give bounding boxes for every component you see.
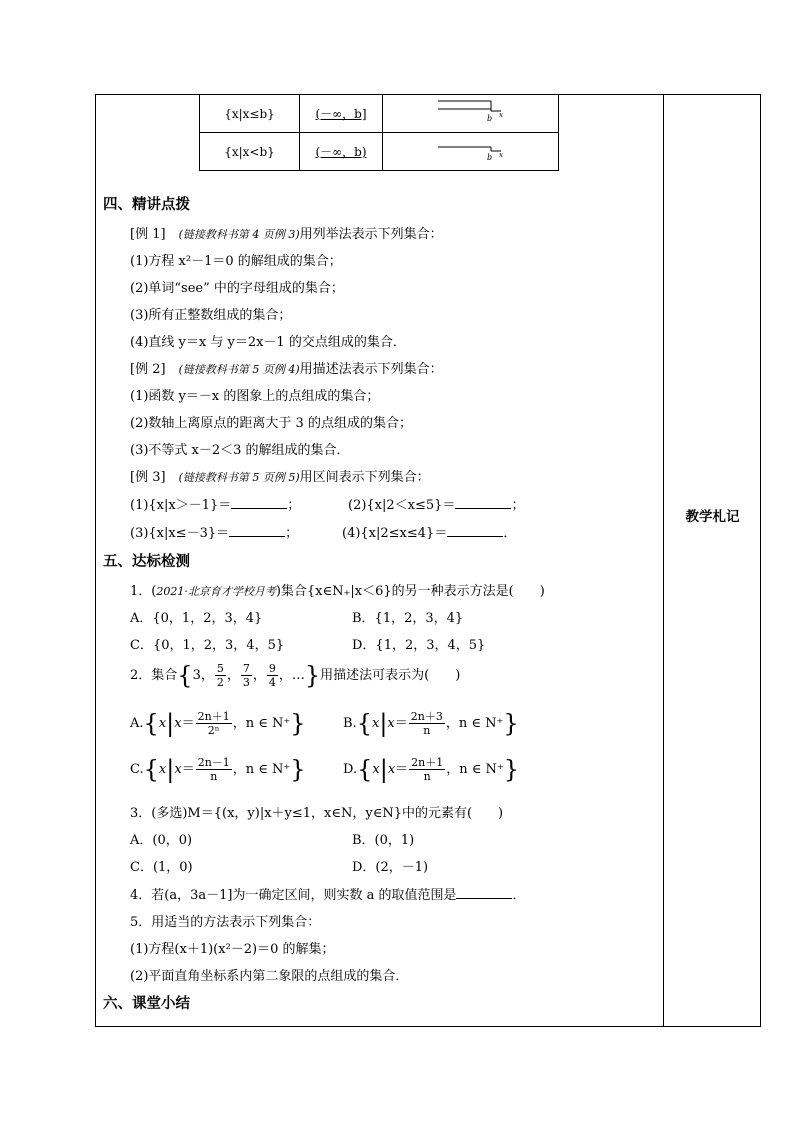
list-item: (1)函数 y＝－x 的图象上的点组成的集合；	[130, 389, 380, 404]
question-1: 1．(2021·北京育才学校月考)集合{x∈N₊|x＜6}的另一种表示方法是( )	[130, 584, 545, 599]
svg-text:b: b	[487, 153, 493, 162]
question-5: 5．用适当的方法表示下列集合：	[130, 915, 321, 930]
list-item: (3)所有正整数组成的集合；	[130, 308, 292, 323]
option: B.{x|x＝ $\frac{2n+3}{n}$ ，n ∈ N⁺}	[343, 709, 519, 738]
table-row	[200, 95, 559, 133]
option: C.{x|x＝ $\frac{2n-1}{n}$ ，n ∈ N⁺}	[130, 755, 306, 784]
list-item: (1)方程 x²－1＝0 的解组成的集合；	[130, 254, 342, 269]
option: D.{x|x＝ $\frac{2n+1}{n}$ ，n ∈ N⁺}	[343, 755, 520, 784]
number-line-diagram	[383, 95, 558, 129]
question-3: 3．(多选)M＝{(x，y)|x＋y≤1，x∈N，y∈N}中的元素有( )	[130, 806, 504, 821]
list-item: (3){x|x≤－3}＝ ；	[130, 526, 299, 541]
svg-text:x: x	[499, 151, 503, 159]
svg-text:x: x	[499, 111, 503, 119]
option: B．{1，2，3，4}	[352, 611, 464, 626]
list-item: (2)单词“see” 中的字母组成的集合；	[130, 281, 344, 296]
option: C．(1，0)	[130, 860, 193, 875]
question-2: 2．集合{3， $\frac{5}{2}$ ， $\frac{7}{3}$ ， $\frac{9}{4}$ ，…}用描述法可表示为( )	[130, 661, 461, 690]
list-item: (4){x|2≤x≤4}＝ ．	[342, 526, 517, 541]
interval-cell: (－∞，b)	[300, 133, 383, 171]
column-divider	[663, 94, 664, 1027]
axis-cell	[383, 95, 559, 133]
list-item: (2){x|2＜x≤5}＝ ；	[348, 498, 525, 513]
svg-text:b: b	[487, 114, 493, 123]
section-title: 五、达标检测	[103, 554, 190, 570]
list-item: (1)方程(x＋1)(x²－2)＝0 的解集；	[130, 942, 335, 957]
option: B．(0，1)	[352, 833, 415, 848]
list-item: (1){x|x＞－1}＝ ；	[130, 498, 301, 513]
option: D．(2，－1)	[352, 860, 429, 875]
option: A．{0，1，2，3，4}	[130, 611, 263, 626]
example-1-heading: [例 1] (链接教科书第 4 页例 3)用列举法表示下列集合：	[130, 227, 443, 242]
list-item: (3)不等式 x－2＜3 的解组成的集合．	[130, 443, 350, 458]
section-title: 六、课堂小结	[103, 996, 190, 1012]
list-item: (2)平面直角坐标系内第二象限的点组成的集合．	[130, 969, 409, 984]
axis-cell	[383, 133, 559, 171]
question-4: 4．若(a，3a－1]为一确定区间，则实数 a 的取值范围是 ．	[130, 888, 526, 903]
interval-cell: (－∞，b]	[300, 95, 383, 133]
teaching-notes-label: 教学札记	[685, 509, 740, 525]
example-3-heading: [例 3] (链接教科书第 5 页例 5)用区间表示下列集合：	[130, 470, 430, 485]
option: A.{x|x＝ $\frac{2n+1}{\text{2ⁿ}}$ ，n ∈ N⁺}	[130, 709, 306, 738]
set-cell: {x|x<b}	[200, 133, 300, 171]
table-row	[200, 133, 559, 171]
list-item: (4)直线 y＝x 与 y＝2x－1 的交点组成的集合．	[130, 335, 406, 350]
option: D．{1，2，3，4，5}	[352, 638, 486, 653]
option: C．{0，1，2，3，4，5}	[130, 638, 285, 653]
list-item: (2)数轴上离原点的距离大于 3 的点组成的集合；	[130, 416, 412, 431]
section-title: 四、精讲点拨	[103, 197, 190, 213]
number-line-diagram	[383, 133, 558, 167]
option: A．(0，0)	[130, 833, 193, 848]
example-2-heading: [例 2] (链接教科书第 5 页例 4)用描述法表示下列集合：	[130, 362, 443, 377]
interval-table	[199, 94, 559, 171]
set-cell: {x|x≤b}	[200, 95, 300, 133]
